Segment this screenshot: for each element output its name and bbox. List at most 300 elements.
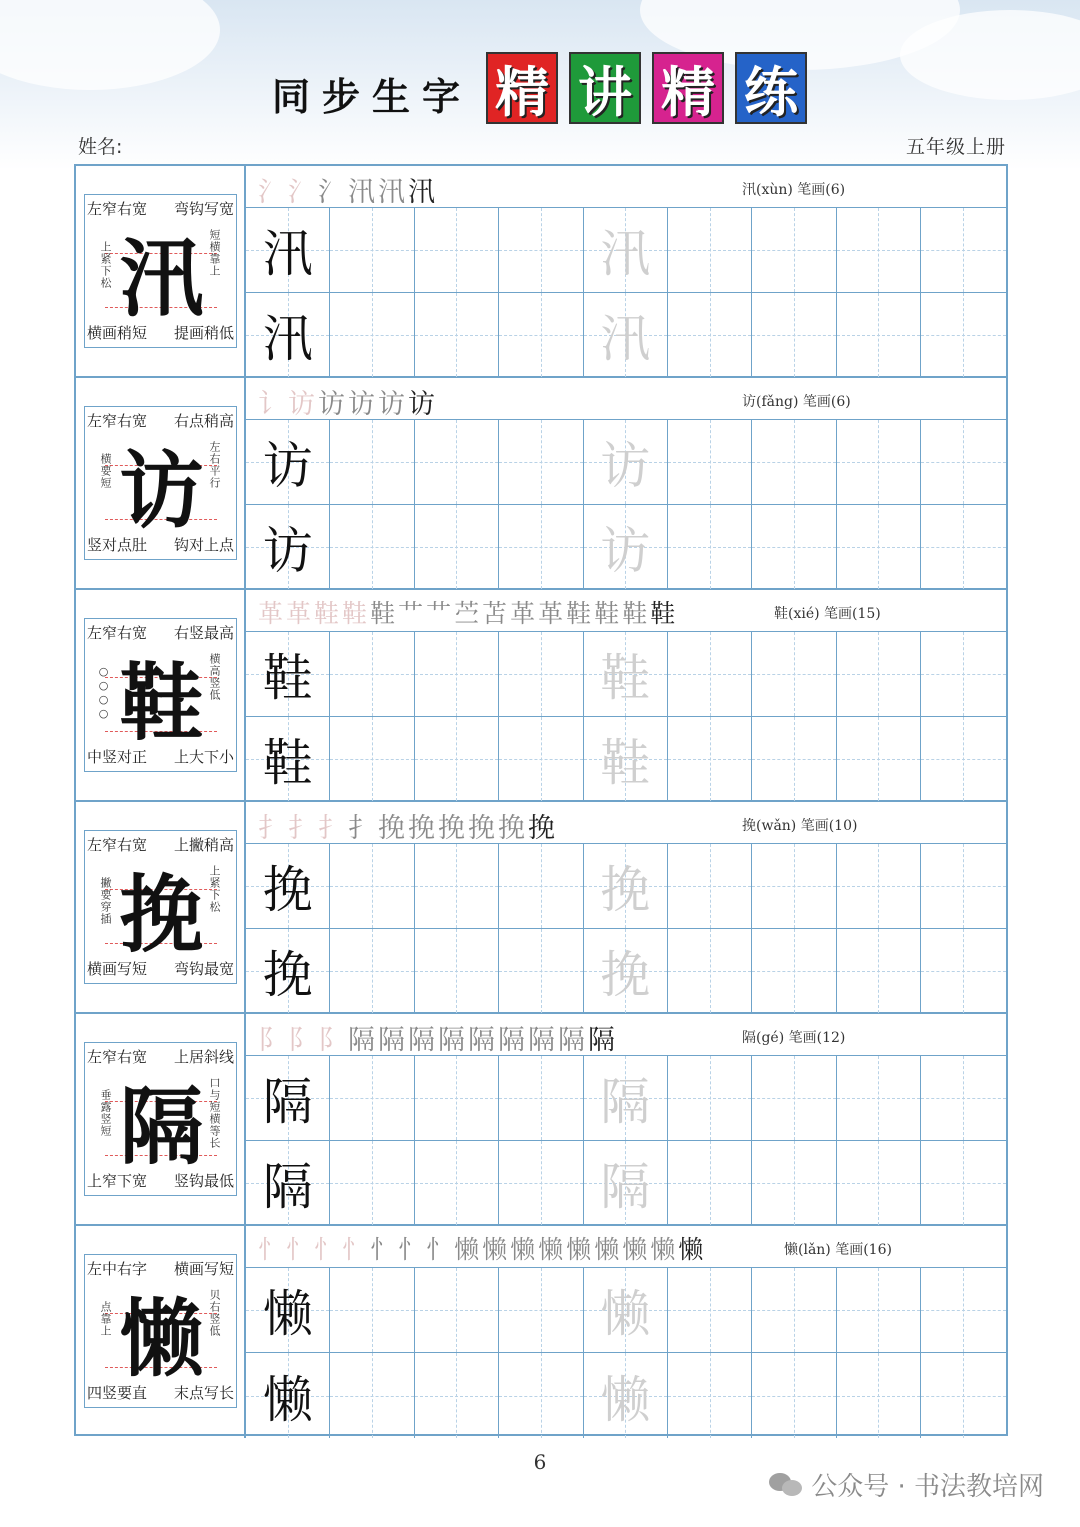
char-guide-panel (76, 378, 246, 588)
stroke-order-line (246, 166, 1006, 208)
practice-cell[interactable] (584, 1056, 668, 1141)
stroke-step: 忄 (398, 1235, 427, 1264)
writing-tip: 左窄右宽 (87, 836, 148, 854)
trace-char: 鞋 (600, 734, 651, 792)
model-char: 汛 (262, 310, 313, 368)
model-char: 挽 (262, 861, 313, 919)
practice-cell[interactable] (499, 420, 583, 505)
practice-cell[interactable] (584, 208, 668, 293)
practice-grid (246, 1056, 1006, 1226)
trace-char: 汛 (600, 310, 651, 368)
practice-cell[interactable] (246, 1353, 330, 1438)
practice-cell[interactable] (921, 717, 1005, 802)
trace-char: 访 (600, 522, 651, 580)
model-character: 鞋 (119, 652, 204, 752)
stroke-step: 访 (288, 389, 318, 420)
practice-grid (246, 208, 1006, 378)
stroke-order-line (246, 1226, 1006, 1268)
stroke-step: 隔 (528, 1025, 558, 1056)
char-guide-panel (76, 1226, 246, 1438)
stroke-note: 上紧下松 (208, 865, 221, 913)
writing-tip: 左窄右宽 (87, 624, 148, 642)
char-row (76, 166, 1006, 378)
title-badges (486, 52, 807, 124)
char-info: 鞋(xié) 笔画(15) (774, 606, 881, 622)
writing-tip: 左窄右宽 (87, 1048, 148, 1066)
practice-cell[interactable] (499, 1056, 583, 1141)
char-row (76, 378, 1006, 590)
practice-area (246, 378, 1006, 588)
stroke-note: 贝右竖低 (208, 1289, 221, 1337)
practice-cell[interactable] (499, 1141, 583, 1226)
trace-char: 懒 (600, 1285, 651, 1343)
badge-lian: 练 (735, 52, 807, 124)
practice-cell[interactable] (330, 505, 414, 590)
practice-cell[interactable] (668, 208, 752, 293)
practice-cell[interactable] (415, 293, 499, 378)
practice-cell[interactable] (752, 1056, 836, 1141)
practice-cell[interactable] (499, 632, 583, 717)
stroke-order-line (246, 802, 1006, 844)
practice-cell[interactable] (584, 293, 668, 378)
practice-cell[interactable] (921, 844, 1005, 929)
practice-cell[interactable] (415, 1353, 499, 1438)
practice-cell[interactable] (837, 929, 921, 1014)
practice-cell[interactable] (837, 717, 921, 802)
model-char: 访 (262, 437, 313, 495)
stroke-step: 挽 (438, 813, 468, 844)
stroke-note: 垂露竖短 (99, 1089, 112, 1137)
stroke-note: 点靠上 (99, 1301, 112, 1337)
practice-cell[interactable] (921, 632, 1005, 717)
practice-cell[interactable] (499, 929, 583, 1014)
stroke-step: 访 (318, 389, 348, 420)
stroke-step: 革 (510, 599, 539, 628)
stroke-step: 讠 (258, 389, 288, 420)
practice-cell[interactable] (584, 420, 668, 505)
stroke-step: 忄 (286, 1235, 315, 1264)
practice-cell[interactable] (415, 420, 499, 505)
writing-tip: 末点写长 (173, 1384, 234, 1402)
practice-cell[interactable] (837, 208, 921, 293)
model-char: 隔 (262, 1073, 313, 1131)
char-row (76, 1226, 1006, 1438)
practice-cell[interactable] (837, 420, 921, 505)
practice-cell[interactable] (668, 844, 752, 929)
practice-cell[interactable] (668, 1268, 752, 1353)
trace-char: 隔 (600, 1158, 651, 1216)
practice-cell[interactable] (415, 505, 499, 590)
practice-cell[interactable] (415, 632, 499, 717)
watermark-text: 公众号 · 书法教培网 (811, 1472, 1044, 1502)
stroke-step: 氵 (258, 177, 288, 208)
practice-cell[interactable] (837, 1268, 921, 1353)
model-char: 汛 (262, 225, 313, 283)
stroke-step: 革 (286, 599, 315, 628)
stroke-step: 鞋 (314, 599, 343, 628)
char-guide-panel (76, 166, 246, 376)
writing-tip: 提画稍低 (173, 324, 234, 342)
stroke-step: 汛 (378, 177, 408, 208)
practice-cell[interactable] (837, 632, 921, 717)
practice-cell[interactable] (584, 844, 668, 929)
writing-tip: 中竖对正 (87, 748, 148, 766)
practice-area (246, 1226, 1006, 1438)
stroke-step: 隔 (588, 1025, 618, 1056)
practice-cell[interactable] (246, 293, 330, 378)
stroke-order-sequence (258, 806, 558, 845)
stroke-step: 鞋 (566, 599, 595, 628)
practice-cell[interactable] (415, 929, 499, 1014)
cloud-decoration (0, 0, 220, 90)
stroke-step: 苫 (482, 599, 511, 628)
practice-cell[interactable] (921, 420, 1005, 505)
stroke-step: 苎 (454, 599, 483, 628)
stroke-step: 氵 (318, 177, 348, 208)
char-info: 访(fǎng) 笔画(6) (742, 394, 851, 410)
practice-cell[interactable] (584, 717, 668, 802)
stroke-step: 鞋 (342, 599, 371, 628)
practice-cell[interactable] (668, 632, 752, 717)
model-char: 懒 (262, 1285, 313, 1343)
practice-cell[interactable] (330, 208, 414, 293)
stroke-note: 横高竖低 (208, 653, 221, 701)
practice-cell[interactable] (246, 1141, 330, 1226)
stroke-step: 氵 (288, 177, 318, 208)
stroke-step: 懒 (622, 1235, 651, 1264)
stroke-note: 短横靠上 (208, 229, 221, 277)
practice-cell[interactable] (752, 420, 836, 505)
practice-cell[interactable] (246, 632, 330, 717)
char-guide-panel (76, 1014, 246, 1224)
model-character: 懒 (119, 1288, 204, 1388)
practice-cell[interactable] (668, 1141, 752, 1226)
badge-jing-2: 精 (652, 52, 724, 124)
model-char: 访 (262, 522, 313, 580)
practice-cell[interactable] (837, 293, 921, 378)
practice-cell[interactable] (752, 844, 836, 929)
stroke-step: 鞋 (370, 599, 399, 628)
writing-tip: 上窄下宽 (87, 1172, 148, 1190)
writing-tip: 左窄右宽 (87, 412, 148, 430)
writing-tip: 上大下小 (173, 748, 234, 766)
model-char: 隔 (262, 1158, 313, 1216)
stroke-step: 懒 (510, 1235, 539, 1264)
stroke-step: 艹 (426, 599, 455, 628)
practice-area (246, 166, 1006, 376)
practice-cell[interactable] (921, 208, 1005, 293)
stroke-step: 阝 (288, 1025, 318, 1056)
writing-tip: 横画写短 (87, 960, 148, 978)
practice-cell[interactable] (330, 929, 414, 1014)
char-guide-card (84, 406, 237, 560)
stroke-step: 扌 (348, 813, 378, 844)
stroke-step: 汛 (408, 177, 438, 208)
trace-char: 挽 (600, 861, 651, 919)
char-guide-card (84, 830, 237, 984)
practice-cell[interactable] (837, 1056, 921, 1141)
stroke-step: 懒 (650, 1235, 679, 1264)
practice-cell[interactable] (752, 1141, 836, 1226)
practice-cell[interactable] (668, 293, 752, 378)
badge-jing-1: 精 (486, 52, 558, 124)
stroke-step: 革 (538, 599, 567, 628)
practice-cell[interactable] (246, 717, 330, 802)
stroke-step: 挽 (528, 813, 558, 844)
stroke-step: 懒 (566, 1235, 595, 1264)
stroke-step: 懒 (594, 1235, 623, 1264)
trace-char: 懒 (600, 1370, 651, 1429)
char-info: 汛(xùn) 笔画(6) (742, 182, 846, 198)
practice-cell[interactable] (330, 1268, 414, 1353)
practice-cell[interactable] (921, 293, 1005, 378)
stroke-step: 隔 (438, 1025, 468, 1056)
stroke-note: 左右平行 (208, 441, 221, 489)
practice-cell[interactable] (752, 929, 836, 1014)
model-character: 汛 (119, 228, 204, 328)
stroke-step: 鞋 (650, 599, 679, 628)
practice-cell[interactable] (921, 505, 1005, 590)
trace-char: 鞋 (600, 649, 651, 707)
practice-cell[interactable] (246, 420, 330, 505)
practice-cell[interactable] (330, 420, 414, 505)
trace-char: 挽 (600, 946, 651, 1004)
stroke-step: 访 (378, 389, 408, 420)
practice-cell[interactable] (330, 632, 414, 717)
stroke-step: 忄 (314, 1235, 343, 1264)
practice-cell[interactable] (246, 929, 330, 1014)
stroke-step: 隔 (378, 1025, 408, 1056)
stroke-step: 扌 (258, 813, 288, 844)
practice-cell[interactable] (330, 844, 414, 929)
practice-cell[interactable] (415, 1056, 499, 1141)
practice-cell[interactable] (415, 1268, 499, 1353)
practice-cell[interactable] (752, 505, 836, 590)
stroke-step: 隔 (408, 1025, 438, 1056)
practice-cell[interactable] (752, 1268, 836, 1353)
practice-cell[interactable] (752, 1353, 836, 1438)
practice-cell[interactable] (499, 1353, 583, 1438)
practice-cell[interactable] (330, 1056, 414, 1141)
stroke-step: 隔 (558, 1025, 588, 1056)
practice-grid (246, 420, 1006, 590)
wechat-icon (769, 1471, 803, 1499)
watermark (769, 1466, 1044, 1503)
stroke-order-sequence (258, 170, 438, 209)
stroke-step: 鞋 (594, 599, 623, 628)
stroke-step: 访 (348, 389, 378, 420)
stroke-step: 懒 (454, 1235, 483, 1264)
stroke-step: 挽 (378, 813, 408, 844)
trace-char: 访 (600, 437, 651, 495)
stroke-step: 隔 (498, 1025, 528, 1056)
practice-cell[interactable] (584, 505, 668, 590)
practice-cell[interactable] (499, 505, 583, 590)
stroke-step: 阝 (258, 1025, 288, 1056)
writing-tip: 四竖要直 (87, 1384, 148, 1402)
trace-char: 隔 (600, 1073, 651, 1131)
practice-cell[interactable] (668, 1353, 752, 1438)
stroke-step: 懒 (538, 1235, 567, 1264)
practice-cell[interactable] (584, 1141, 668, 1226)
writing-tip: 钩对上点 (173, 536, 234, 554)
practice-cell[interactable] (584, 1268, 668, 1353)
badge-jiang: 讲 (569, 52, 641, 124)
stroke-note: ○○○○ (97, 665, 110, 721)
char-guide-card (84, 194, 237, 348)
model-char: 鞋 (262, 649, 313, 707)
char-row (76, 590, 1006, 802)
stroke-note: 撇要穿插 (99, 877, 112, 925)
writing-tip: 左中右字 (87, 1260, 148, 1278)
stroke-step: 鞋 (622, 599, 651, 628)
stroke-step: 忄 (258, 1235, 287, 1264)
model-char: 懒 (262, 1370, 313, 1429)
writing-tip: 左窄右宽 (87, 200, 148, 218)
stroke-order-line (246, 378, 1006, 420)
stroke-note: 口与短横等长 (208, 1077, 221, 1149)
stroke-step: 扌 (318, 813, 348, 844)
practice-cell[interactable] (499, 717, 583, 802)
char-info: 挽(wǎn) 笔画(10) (742, 818, 858, 834)
practice-cell[interactable] (837, 844, 921, 929)
practice-cell[interactable] (415, 844, 499, 929)
char-guide-panel (76, 590, 246, 800)
practice-area (246, 802, 1006, 1012)
char-guide-card (84, 1042, 237, 1196)
practice-cell[interactable] (921, 1056, 1005, 1141)
practice-cell[interactable] (330, 717, 414, 802)
stroke-step: 挽 (498, 813, 528, 844)
practice-cell[interactable] (584, 1353, 668, 1438)
practice-cell[interactable] (499, 844, 583, 929)
practice-cell[interactable] (246, 208, 330, 293)
stroke-note: 横要短 (99, 453, 112, 489)
practice-cell[interactable] (668, 1056, 752, 1141)
writing-tip: 弯钩最宽 (173, 960, 234, 978)
stroke-step: 忄 (426, 1235, 455, 1264)
stroke-step: 隔 (468, 1025, 498, 1056)
practice-cell[interactable] (668, 717, 752, 802)
writing-tip: 弯钩写宽 (173, 200, 234, 218)
stroke-step: 革 (258, 599, 287, 628)
writing-tip: 竖钩最低 (173, 1172, 234, 1190)
stroke-step: 忄 (342, 1235, 371, 1264)
practice-cell[interactable] (246, 1056, 330, 1141)
practice-cell[interactable] (246, 1268, 330, 1353)
char-guide-panel (76, 802, 246, 1012)
stroke-order-sequence (258, 1018, 618, 1057)
writing-tip: 上撇稍高 (173, 836, 234, 854)
stroke-step: 艹 (398, 599, 427, 628)
stroke-step: 懒 (482, 1235, 511, 1264)
stroke-step: 访 (408, 389, 438, 420)
model-character: 隔 (119, 1076, 204, 1176)
practice-cell[interactable] (752, 717, 836, 802)
practice-cell[interactable] (584, 929, 668, 1014)
practice-cell[interactable] (584, 632, 668, 717)
char-row (76, 802, 1006, 1014)
writing-tip: 右竖最高 (173, 624, 234, 642)
practice-sheet (74, 164, 1008, 1436)
stroke-step: 懒 (678, 1235, 707, 1264)
stroke-order-sequence (258, 382, 438, 421)
stroke-order-sequence (258, 594, 678, 630)
practice-area (246, 590, 1006, 800)
stroke-step: 挽 (408, 813, 438, 844)
practice-cell[interactable] (415, 717, 499, 802)
model-character: 挽 (119, 864, 204, 964)
stroke-step: 隔 (348, 1025, 378, 1056)
practice-cell[interactable] (837, 1141, 921, 1226)
name-label: 姓名: (78, 136, 123, 158)
char-row (76, 1014, 1006, 1226)
trace-char: 汛 (600, 225, 651, 283)
practice-cell[interactable] (330, 1353, 414, 1438)
practice-cell[interactable] (499, 208, 583, 293)
practice-cell[interactable] (921, 1141, 1005, 1226)
practice-cell[interactable] (668, 505, 752, 590)
writing-tip: 上居斜线 (173, 1048, 234, 1066)
practice-cell[interactable] (415, 1141, 499, 1226)
stroke-step: 挽 (468, 813, 498, 844)
stroke-order-sequence (258, 1230, 706, 1266)
practice-cell[interactable] (668, 420, 752, 505)
practice-cell[interactable] (752, 208, 836, 293)
char-info: 隔(gé) 笔画(12) (742, 1030, 846, 1046)
stroke-order-line (246, 590, 1006, 632)
writing-tip: 横画写短 (173, 1260, 234, 1278)
stroke-note: 上紧下松 (99, 241, 112, 289)
char-guide-card (84, 1254, 237, 1408)
practice-cell[interactable] (752, 293, 836, 378)
practice-cell[interactable] (837, 505, 921, 590)
page-title: 同步生字 (272, 75, 473, 119)
practice-cell[interactable] (246, 505, 330, 590)
practice-cell[interactable] (330, 293, 414, 378)
practice-cell[interactable] (921, 1353, 1005, 1438)
practice-cell[interactable] (415, 208, 499, 293)
model-char: 挽 (262, 946, 313, 1004)
practice-cell[interactable] (499, 293, 583, 378)
practice-cell[interactable] (837, 1353, 921, 1438)
practice-cell[interactable] (499, 1268, 583, 1353)
practice-grid (246, 844, 1006, 1014)
practice-grid (246, 632, 1006, 802)
grade-label: 五年级上册 (905, 136, 1006, 158)
practice-cell[interactable] (668, 929, 752, 1014)
stroke-order-line (246, 1014, 1006, 1056)
practice-cell[interactable] (921, 1268, 1005, 1353)
practice-cell[interactable] (330, 1141, 414, 1226)
stroke-step: 扌 (288, 813, 318, 844)
char-guide-card (84, 618, 237, 772)
model-character: 访 (119, 440, 204, 540)
practice-cell[interactable] (921, 929, 1005, 1014)
stroke-step: 忄 (370, 1235, 399, 1264)
practice-cell[interactable] (246, 844, 330, 929)
practice-grid (246, 1268, 1006, 1438)
writing-tip: 横画稍短 (87, 324, 148, 342)
page-number: 6 (533, 1450, 547, 1474)
stroke-step: 阝 (318, 1025, 348, 1056)
writing-tip: 右点稍高 (173, 412, 234, 430)
model-char: 鞋 (262, 734, 313, 792)
practice-area (246, 1014, 1006, 1224)
practice-cell[interactable] (752, 632, 836, 717)
writing-tip: 竖对点肚 (87, 536, 148, 554)
stroke-step: 汛 (348, 177, 378, 208)
